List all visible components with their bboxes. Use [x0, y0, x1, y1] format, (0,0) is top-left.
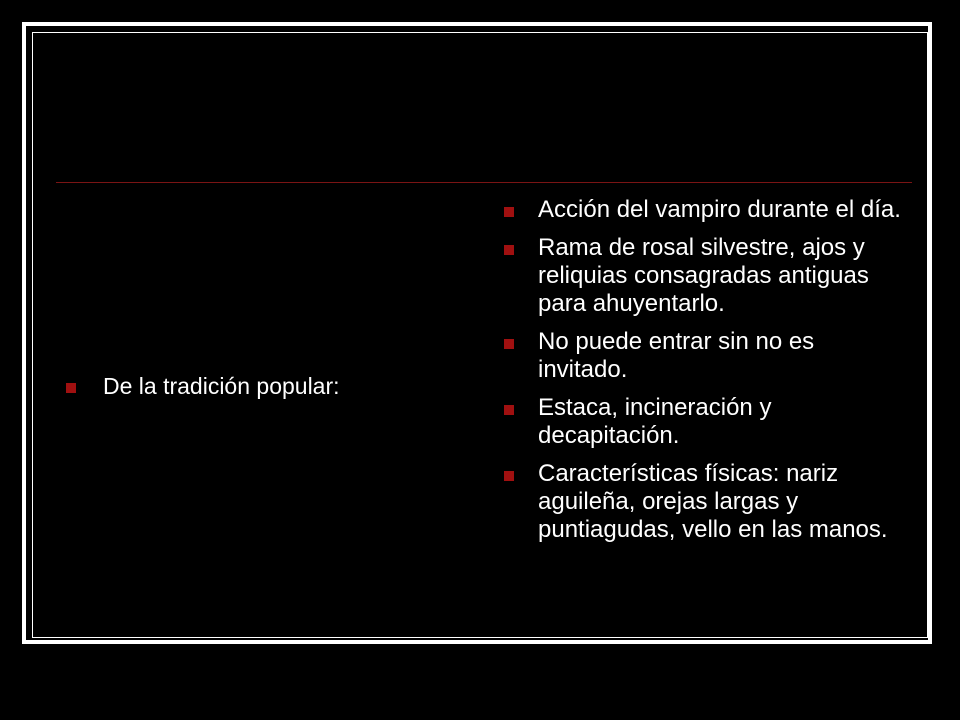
square-bullet-icon	[504, 471, 514, 481]
right-content-column	[500, 196, 910, 554]
right-bullet-item	[500, 328, 910, 384]
left-content-column	[62, 372, 462, 410]
left-bullet-item	[62, 372, 462, 400]
right-bullet-text: Estaca, incineración y decapitación.	[538, 394, 772, 449]
left-bullet-list	[62, 372, 462, 400]
square-bullet-icon	[504, 245, 514, 255]
square-bullet-icon	[504, 405, 514, 415]
right-bullet-text: Acción del vampiro durante el día.	[538, 196, 901, 223]
left-bullet-text: De la tradición popular:	[103, 373, 340, 399]
right-bullet-text: No puede entrar sin no es invitado.	[538, 328, 815, 383]
square-bullet-icon	[504, 339, 514, 349]
right-bullet-item	[500, 234, 910, 318]
square-bullet-icon	[504, 207, 514, 217]
right-bullet-list	[500, 196, 910, 544]
right-bullet-text: Características físicas: nariz aguileña, orejas largas y puntiagudas, vello en las manos.	[538, 460, 888, 543]
right-bullet-text: Rama de rosal silvestre, ajos y reliquias consagradas antiguas para ahuyentarlo.	[538, 234, 869, 317]
title-divider	[56, 182, 912, 183]
square-bullet-icon	[66, 383, 76, 393]
right-bullet-item	[500, 394, 910, 450]
right-bullet-item	[500, 460, 910, 544]
right-bullet-item	[500, 196, 910, 224]
